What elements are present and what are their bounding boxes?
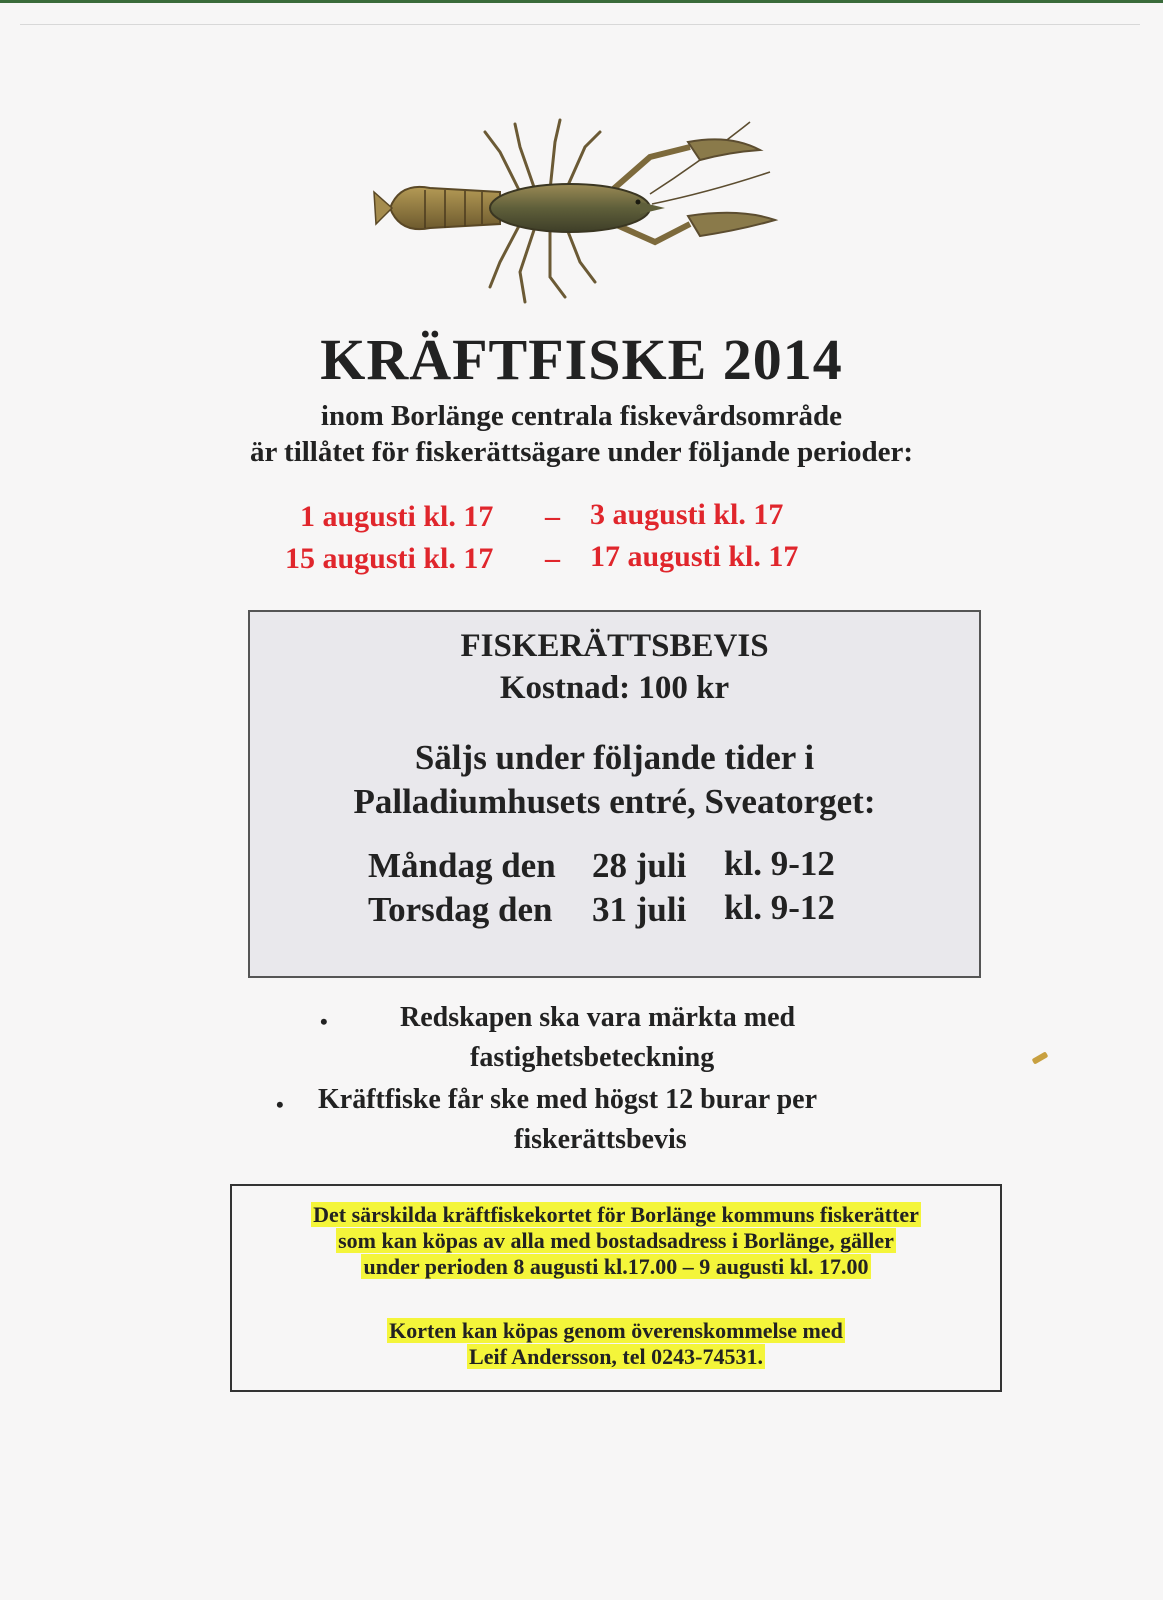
schedule-day-2: Torsdag den (368, 890, 553, 929)
bullet-2-line-2: fiskerättsbevis (514, 1124, 687, 1155)
schedule-time-1: kl. 9-12 (724, 844, 835, 883)
scan-speck (1032, 1051, 1049, 1064)
schedule-date-2: 31 juli (592, 890, 687, 929)
bullet-marker-1: • (320, 1009, 328, 1034)
scan-divider (20, 24, 1140, 25)
notice-line-4 (232, 1318, 1000, 1344)
top-edge-line (0, 0, 1163, 3)
crayfish-icon (370, 112, 790, 312)
notice-line-1-text: Det särskilda kräftfiskekortet för Borlänge kommuns fiskerätter (313, 1202, 919, 1227)
notice-line-2 (232, 1228, 1000, 1254)
period-1-start: 1 augusti kl. 17 (300, 500, 494, 533)
license-box (248, 610, 981, 978)
schedule-time-2: kl. 9-12 (724, 888, 835, 927)
period-2-end: 17 augusti kl. 17 (590, 540, 799, 573)
sold-line-1: Säljs under följande tider i (414, 738, 815, 777)
notice-box (230, 1184, 1002, 1392)
period-1-dash: – (545, 500, 560, 533)
subtitle-line-2: är tillåtet för fiskerättsägare under följande perioder: (249, 436, 914, 468)
notice-line-1 (232, 1202, 1000, 1228)
period-2-dash: – (545, 542, 560, 575)
bullet-1-line-2: fastighetsbeteckning (470, 1042, 715, 1073)
schedule-date-1: 28 juli (592, 846, 687, 885)
page-title: KRÄFTFISKE 2014 (320, 327, 843, 392)
license-cost: Kostnad: 100 kr (499, 670, 730, 706)
period-2-start: 15 augusti kl. 17 (285, 542, 494, 575)
notice-line-3-text: under perioden 8 augusti kl.17.00 – 9 augusti kl. 17.00 (363, 1254, 869, 1279)
period-1-end: 3 augusti kl. 17 (590, 498, 784, 531)
license-heading: FISKERÄTTSBEVIS (460, 628, 769, 664)
bullet-2-line-1: Kräftfiske får ske med högst 12 burar per (318, 1084, 818, 1115)
notice-line-4-text: Korten kan köpas genom överenskommelse med (389, 1318, 843, 1343)
bullet-1-line-1: Redskapen ska vara märkta med (400, 1002, 796, 1033)
notice-line-2-text: som kan köpas av alla med bostadsadress i Borlänge, gäller (338, 1228, 894, 1253)
bullet-marker-2: • (276, 1092, 284, 1117)
sold-line-2: Palladiumhusets entré, Sveatorget: (353, 782, 876, 821)
notice-line-3 (232, 1254, 1000, 1280)
notice-line-5 (232, 1344, 1000, 1370)
schedule-day-1: Måndag den (368, 846, 556, 885)
notice-line-5-text: Leif Andersson, tel 0243-74531. (469, 1344, 763, 1369)
subtitle-line-1: inom Borlänge centrala fiskevårdsområde (320, 400, 843, 432)
